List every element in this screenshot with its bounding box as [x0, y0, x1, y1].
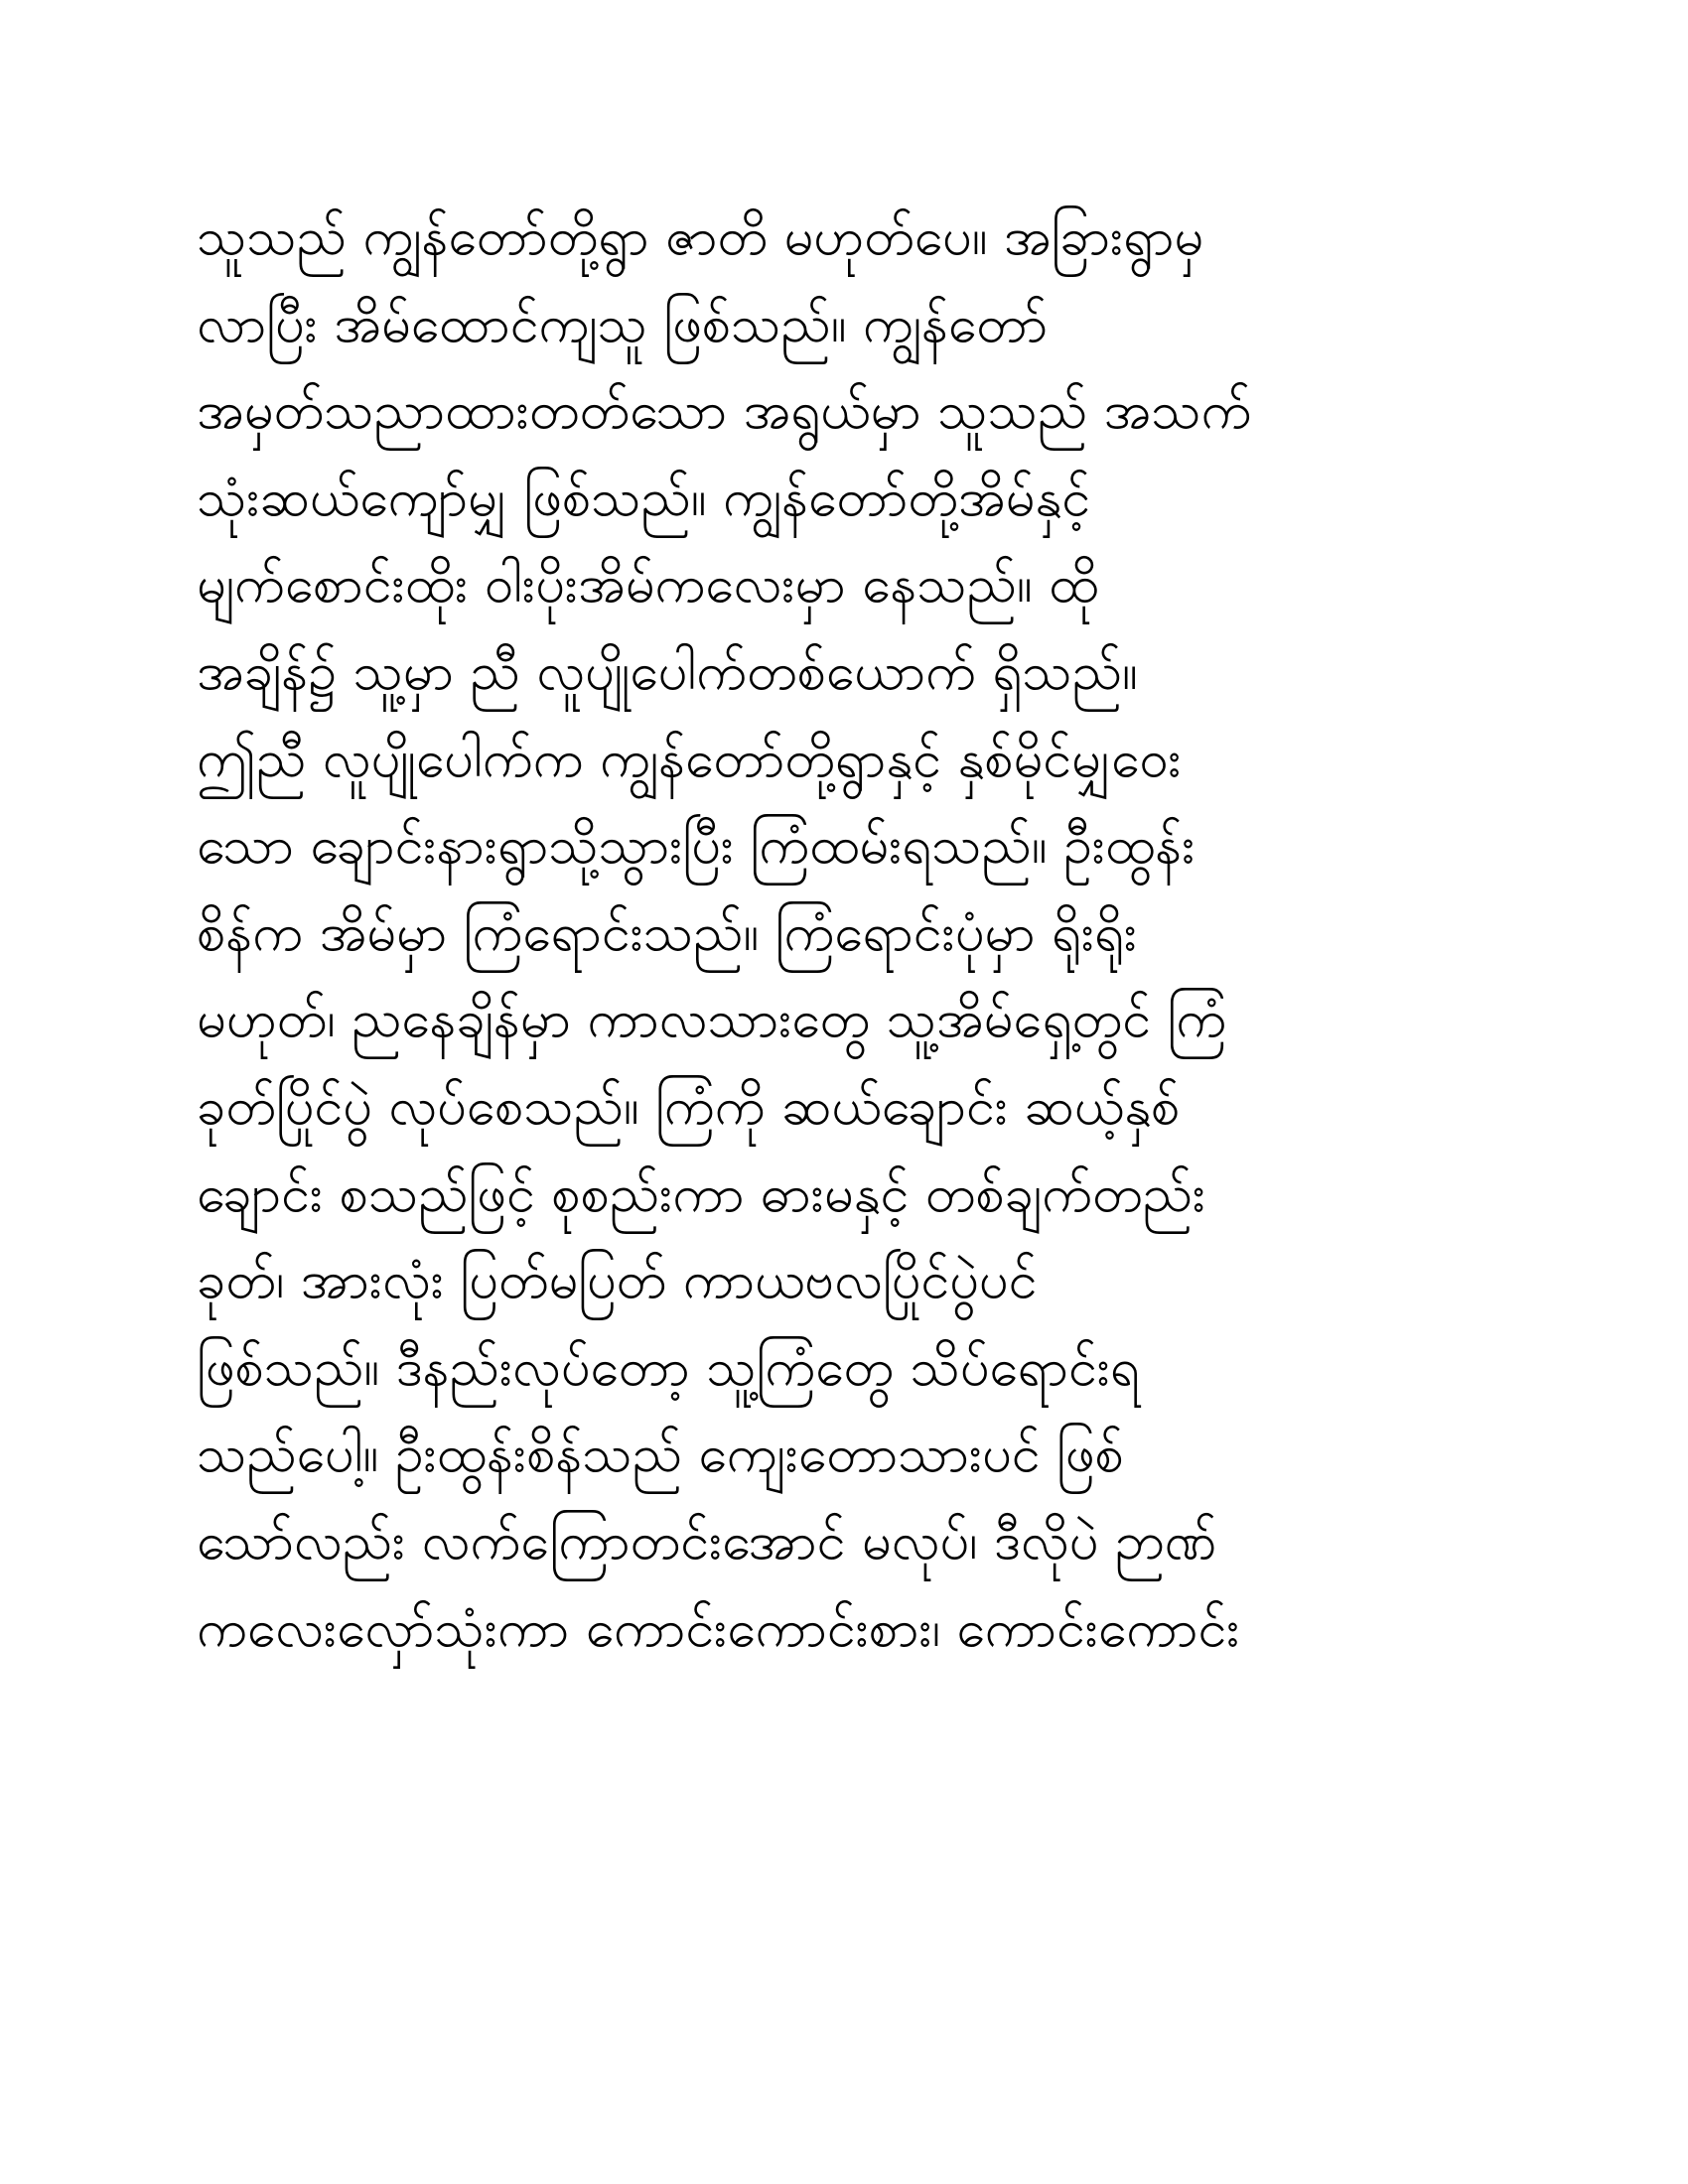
text-line-16: သော်လည်း လက်ကြောတင်းအောင် မလုပ်၊ ဒီလိုပဲ ဉာဏ်	[197, 1511, 1217, 1571]
text-line-4: သုံးဆယ်ကျော်မျှ ဖြစ်သည်။ ကျွန်တော်တို့အိမ်နှင့်	[197, 468, 1090, 528]
text-line-6: အချိန်၌ သူ့မှာ ညီ လူပျိုပေါက်တစ်ယောက် ရှိသည်။	[197, 641, 1138, 702]
body-text	[197, 195, 1497, 1673]
text-line-15: သည်ပေါ့။ ဦးထွန်းစိန်သည် ကျေးတောသားပင် ဖြစ်	[197, 1425, 1124, 1485]
text-line-7: ဤညီ လူပျိုပေါက်က ကျွန်တော်တို့ရွာနှင့် နှစ်မိုင်မျှဝေး	[197, 729, 1182, 789]
text-line-17: ကလေးလှော်သုံးကာ ကောင်းကောင်းစား၊ ကောင်းကောင်း	[197, 1598, 1240, 1659]
text-line-9: စိန်က အိမ်မှာ ကြံရောင်းသည်။ ကြံရောင်းပုံမှာ ရိုးရိုး	[197, 902, 1138, 963]
text-line-13: ခုတ်၊ အားလုံး ပြတ်မပြတ် ကာယဗလပြိုင်ပွဲပင်	[197, 1251, 1038, 1311]
text-line-2: လာပြီး အိမ်ထောင်ကျသူ ဖြစ်သည်။ ကျွန်တော်	[197, 294, 1049, 354]
text-line-11: ခုတ်ပြိုင်ပွဲ လုပ်စေသည်။ ကြံကို ဆယ်ချောင်း ဆယ့်နှစ်	[197, 1076, 1181, 1137]
text-line-14: ဖြစ်သည်။ ဒီနည်းလုပ်တော့ သူ့ကြံတွေ သိပ်ရောင်းရ	[197, 1337, 1140, 1398]
text-line-8: သော ချောင်းနားရွာသို့သွားပြီး ကြံထမ်းရသည်။ ဦးထွန်း	[197, 816, 1196, 877]
text-line-12: ချောင်း စသည်ဖြင့် စုစည်းကာ ဓားမနှင့် တစ်ချက်တည်း	[197, 1163, 1206, 1224]
text-line-5: မျက်စောင်းထိုး ဝါးပိုးအိမ်ကလေးမှာ နေသည်။ ထို	[197, 555, 1099, 615]
text-line-10: မဟုတ်၊ ညနေချိန်မှာ ကာလသားတွေ သူ့အိမ်ရှေ့တွင် ကြံ	[197, 990, 1227, 1050]
text-line-1: သူသည် ကျွန်တော်တို့ရွာ ဇာတိ မဟုတ်ပေ။ အခြားရွာမှ	[197, 207, 1204, 267]
text-line-3: အမှတ်သညာထားတတ်သော အရွယ်မှာ သူသည် အသက်	[197, 381, 1252, 442]
